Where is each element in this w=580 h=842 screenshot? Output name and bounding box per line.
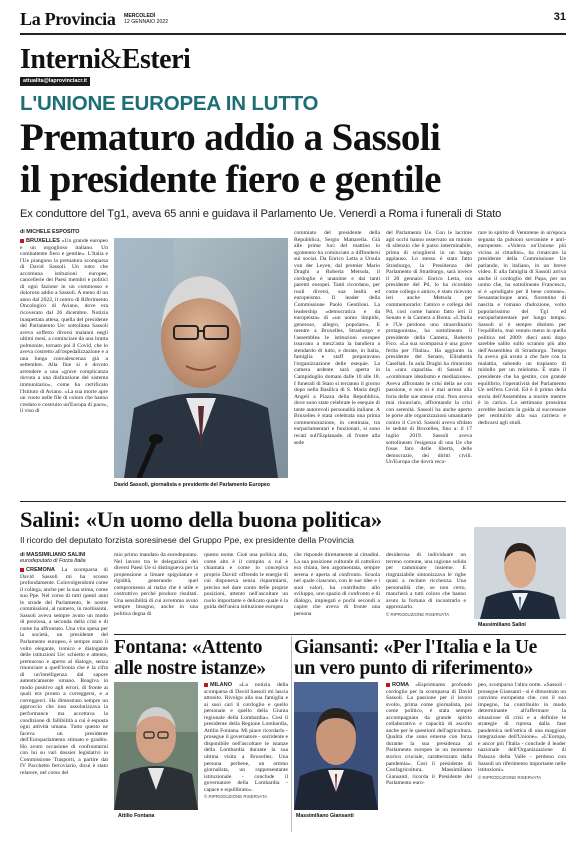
masthead-logo[interactable]: La Provincia [20,9,116,29]
salini-col3-text: questo nome. Cioè una politica alta, come alto è il compito a cui è chiamata e come lo concepiva proprio David: offrendo le energie di cui disponeva senza risparmiarsi, preciso nel dare conto delle proprie posizioni, attento nell'ascoltare un ruolo importante e delicato quale è la guida dell'unica istituzione europea [204,552,288,611]
salini-column-3 [204,552,288,630]
section-email[interactable]: attualita@laprovinciacr.it [20,77,90,86]
main-col4-text: rare lo spirito di Ventotene in un'epoca segnata da pulsioni sovraniste e anti-europeiste. «Voleva un'Unione più vicina ai cittadini», ha rimarcato la presidente della Commissione Ue parlando, in italiano, in un breve video. E alla famiglia di Sassoli arriva anche il cordoglio del Papa, per un uomo che, ha sottolineato Francesco, si è «prodigato per il bene comune». Sessantacinque anni, fiorentino di nascita e romano d'adozione, volto popolarissimo del Tg1 ed europarlamentare per lungo tempo. Sassoli si è sempre distinto per l'equilibrio, mai venuto meno in quella politica nel 2009: dieci anni dopo sarebbe salito sullo scranno più alto dell'Assemblea di Strasburgo. Tempo fa aveva già avuto a che fare con la malattia, subendo un trapianto di midollo per un mieloma. È stato il presidente che ha gestito, con grande equilibrio, l'operatività del Parlamento Ue nell'era Covid. Ed è il primo della storia dell'Assemblea a morire mentre è in carica. La settimana prossima avrebbe lasciato la guida al successore per restituirlo alla sua carriera e dedicarsi agli studi. [478,230,566,426]
main-dateline: BRUXELLES [26,238,60,244]
sassoli-portrait-image [114,238,288,478]
salini-portrait-image [474,527,566,619]
fontana-headline-line2: alle nostre istanze» [114,658,266,679]
giansanti-signature: © RIPRODUZIONE RISERVATA [478,774,542,780]
giansanti-headline-line2: un vero punto di riferimento» [294,658,534,679]
main-column-3 [386,230,472,496]
salini-col2-text: mio primo mandato da eurodeputato. Nel lavoro tra le delegazioni dei diversi Paesi Ue si distingueva per la propensione a limare spigolature e rigidità, generando quel compromesso al rialzo che è utile e costruttivo perché produce risultati. Una sensibilità di cui avremmo avuto sempre bisogno, anche in una politica degna di [114,552,198,617]
salini-col5-text: desiderosa di individuare un terreno comune, una ragione solida per camminare insieme. E ringraziabile sintonizzava le righe quasi a recitare ricchezza. Una personalità che, se non certo, mancherà a tutti coloro che hanno avuto la fortuna di incontrarlo e apprezzarlo. [386,552,466,611]
salini-headline: Salini: «Un uomo della buona politica» [20,507,382,532]
rule-after-main [20,501,566,502]
main-col2-text: commiato del presidente della Repubblica, Sergio Mattarella. Già alle prime luci del mattino lo sgomento ha cominciato a diffondersi sui social. Da Enrico Letta a Ursula von der Leyen, dal premier Mario Draghi a Roberta Metsola, il cordoglio è unanime e dai tanti parenti europei. Tanti ricordano, per ruoli diversi, sua lealtà ed europeismo. Il leader della Commissione Paolo Gentiloni. La leadership «democratica e da europeista» di «un uomo limpido, generoso, allegro, popolare». E mentre a Bruxelles, Strasburgo e l'assemblea le istituzioni europee issavano a mezz'asta la bandiera a stendardo di lutto, e dorate, in Italia, famiglia e staff preparavano l'organizzazione delle esequie. La camera ardente sarà aperta in Campidoglio domani dalle 10 alle 18. I funerali di Stato si terranno il giorno dopo nella Basilica di S. Maria degli Angeli a Piazza della Repubblica, dove sono state celebrate le esequie di tante autorevoli personalità italiane. A Bruxelles è stata celebrata una prima commemorazione, in centinaia, tra eurparlamentari e funzionari, si sono recati sull'Esplanade, di fronte alla sede [294,230,380,446]
fontana-photo-caption: Attilio Fontana [118,813,155,819]
main-column-2 [294,230,380,496]
main-column-4 [478,230,566,496]
fontana-column [204,682,288,824]
masthead-day: MERCOLEDÌ [124,13,156,19]
fontana-headline [114,637,266,679]
salini-photo-caption: Massimiliano Salini [478,622,526,628]
fontana-signature: © RIPRODUZIONE RISERVATA [204,794,268,800]
fontana-portrait-image [114,682,198,810]
salini-column-4 [294,552,380,630]
salini-column-5 [386,552,466,630]
masthead-date: 12 GENNAIO 2022 [124,19,169,25]
giansanti-dateline: ROMA [392,682,410,688]
main-col3-text: del Parlamento Ue. Con le lacrime agli occhi hanno osservato un minuto di silenzio che è parso interminabile, prima di sciogliersi in un lungo applauso. Lo stesso è stato fatto Strasburgo, la Presidenza del Parlamento di Strasburgo, sarà invece il 20 gennaio: Enrico Letta, ora presidente del Pd, lo ha ricordato come collega e amico, è stato ricevuto ieri anche Metsola per commemorarlo: l'amico e collega del Pd, così come hanno fatto ieri il Senato e la Camera a Roma. «L'Italia e l'Ue perdono uno straordinario protagonista», ha sottolineato il presidente della Camera, Roberto Fico. «La sua scomparsa è una grave ferita per l'Italia». Ha aggiunto la presidente del Senato, Elisabetta Casellati. In aula Draghi ha rimarcato la «rara capacità» di Sassoli di «combinare idealismo e mediazione». Aveva affrontato le crisi della ue con passione, e non si è mai arreso alla furia delle sue stesse crisi. Non aveva mai rinunciato, affrontando la crisi con serenità. Sassoli ha anche aperto le porte alle organizzazioni umanitarie contro il Covid. Sassoli aveva sfidato le sedute di Bruxelles, fino a: il 17 luglio 2019. Sassoli aveva sottolineato l'esigenza di una Ue che fosse faro delle libertà, delle democrazie, dei diritti civili. Un'Europa che dovrà recu- [386,230,472,466]
salini-photo [474,527,566,619]
main-headline-line1: Prematuro addio a Sassoli [20,116,441,159]
bullet-red-icon [386,683,390,687]
salini-byline-role: eurodeputato di Forza Italia [20,558,86,564]
salini-column-1 [20,567,108,832]
salini-col4-text: che risponde direttamente ai cittadini. La sua posizione culturale di cattolico era chiara, ben argomentata, sempre serena e aperta al confronto. Scuola nel quale ciascuno, con le sue idee e i suoi valori, ha contribuito allo sviluppo, uno spazio di confronto e di dialogo, impiegati e pochi secondi a capire che aveva di fronte una persona [294,552,380,617]
page-number: 31 [553,11,566,23]
section-title-part2: Esteri [121,44,191,75]
salini-subhead: Il ricordo del deputato forzista soresinese del Gruppo Ppe, ex presidente della Provincia [20,535,354,545]
bullet-red-icon [20,239,24,243]
main-byline: di MICHELE ESPOSITO [20,229,80,235]
giansanti-portrait-image [294,682,378,810]
bullet-red-icon [204,683,208,687]
salini-col1-text: La scomparsa di David Sassoli mi ha scosso profondamente. Coinvolgendomi come il collega, anche per la sua stima, come suo Ppe. Nel corso di tutti questi anni le strade del Parlamento, le nostre commissioni, al numero, in moltissimi. Sassoli aveva sempre avuto un modo di preziosa, a seconda della crisi e di come ha affrontato. Una vita spesa per la società, un presidente del Parlamento europeo, è sempre stato il volto elegante, ironico e dialogante delle istituzioni Ue: schietto e attento, premuroso e aperto al dialogo, senza rinunciare a quell'ironia che è la cifra di un'intelligenza dal sapore autenticamente umano. Reagiva in modo positivo agli errori, di fronte ai quali era pronto a correggersi, e a correggerci. Ha dimostrato sempre un approccio che non assolutizzava la performance ma accettava la condizione di fallibilità a cui è esposta ogni attività umana. Tutto questo ne faceva un presidente dell'Europarlamento stimato e gradito. Ho avuto occasione di confrontarmi con lui su vari dossier legislativi in Commissione Trasporti, a partire dal IV Pacchetto ferroviario, dicui è stato relatore, nel corso del [20,567,108,776]
salini-dateline: CREMONA [26,567,55,573]
rule-vertical [291,636,292,832]
main-column-1 [20,238,108,496]
main-kicker: L'UNIONE EUROPEA IN LUTTO [20,92,319,115]
bullet-red-icon [20,568,24,572]
salini-byline [20,552,86,564]
fontana-body-text: «La notizia della scomparsa di David Sassoli mi lascia attonito. Rivolgo alla sua famiglia e ai suoi cari il cordoglio e quello personale e quello della Giunta regionale della Lombardia». Così il presidente della Regione Lombardia, Attilio Fontana. Mi piace ricordarlo - prosegue il governatore - sorridente e disponibile nell'ascoltare le istanze della Lombardia durante la sua ultima visita a Bruxelles. Una persona perbene, un ottimo giornalista, un rappresentante istituzionale - conclude il governatore della Lombardia - capace e equilibrato». [204,682,288,793]
giansanti-headline [294,637,537,679]
main-subhead: Ex conduttore del Tg1, aveva 65 anni e guidava il Parlamento Ue. Venerdì a Roma i funerali di Stato [20,208,502,220]
giansanti-column-1 [386,682,472,824]
main-col1-text: «Un grande europeo e un orgoglioso italiano. Un combattente fiero e gentile». L'Italia e l'Ue piangono la prematura scomparsa di David Sassoli. Un tutto che accomuna istituzioni europee, cancellerie dei Paesi membri e politici di ogni fazione in un commosso e doloroso addio a Sassoli. A meno di un anno dal 2022, il centro di Riferimento Oncologico di Aviano, dove era ricoverato dal 26 dicembre. Notizia inaspettata attesa, quella del presidente del Parlamento Ue: sottolinea Sassoli aveva sofferto diversi malanni negli ultimi mesi, a cominciare da una brutta polmonite, tornato poi il Covid, che lo aveva costretto all'ospedalizzazione e a una lunga convalescenza già a settembre. Alla fine si è dovuto arrendere a una «grave complicanza dovuta a una disfunzione del sistema immunitario», come ha certificato l'Istituto di Aviano. «La sua morte apre un vuoto nelle file di coloro che hanno creduto e costruito un'Europa di pace», il viso di [20,238,108,415]
salini-byline-name: di MASSIMILIANO SALINI [20,552,86,558]
masthead-rule [20,33,566,35]
fontana-headline-line1: Fontana: «Attento [114,637,263,658]
giansanti-column-2 [478,682,566,824]
section-title-amp: & [100,44,122,75]
rule-mid-bottom [114,634,566,635]
salini-signature: © RIPRODUZIONE RISERVATA [386,611,450,617]
giansanti-col1-text: «Esprimiamo profondo cordoglio per la scomparsa di David Sassoli. La passione per il lavoro svolto, prima come giornalista, poi come politico, è stata sempre accompagnata da grande spirito collaborativo e capacità di ascolto anche per le questioni dell'agricoltura. Qualità che sono emerse con forza durante la sua presidenza al Parlamento europeo in un momento storico cruciale, caratterizzato dalla pandemia». Così il presidente di Confagricoltura, Massimiliano Giansanti, ricorda il Presidente del Parlamento euro- [386,682,472,787]
giansanti-headline-line1: Giansanti: «Per l'Italia e la Ue [294,637,537,658]
main-headline-line2: il presidente fiero e gentile [20,158,441,201]
giansanti-photo [294,682,378,810]
giansanti-col2-text: peo, scomparso l'altra notte. «Sassoli - prosegue Giansanti - si è dimostrato un convinto europeista che, con il suo impegno, ha contribuito in modo determinante all'affermare la situazione di crisi e a definire le strategie di ripresa dalla fase pandemica nell'ottica di una maggiore integrazione dell'Unione». «L'Europa, e ancor più l'Italia - conclude il leader nazionale dell'Organizzazione di Palazzo della Valle - perdono con Sassoli un riferimento importante nelle istituzioni». [478,682,566,774]
section-title [20,44,190,76]
fontana-dateline: MILANO [210,682,233,688]
fontana-photo [114,682,198,810]
salini-column-2 [114,552,198,630]
masthead [20,8,566,30]
sassoli-photo-caption: David Sassoli, giornalista e presidente del Parlamento Europeo [114,482,270,488]
section-title-part1: Interni [20,44,101,75]
sassoli-photo [114,238,288,478]
giansanti-photo-caption: Massimiliano Giansanti [296,813,354,819]
